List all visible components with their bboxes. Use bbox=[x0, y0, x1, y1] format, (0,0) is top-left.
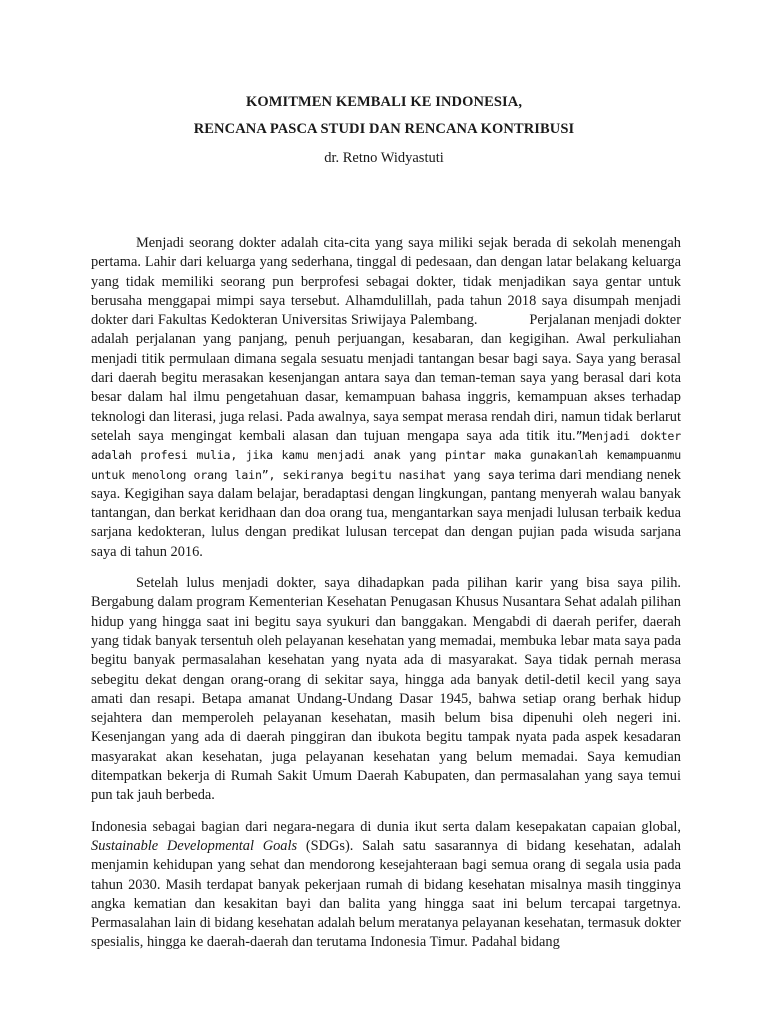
grandmother-quote: ”Menjadi dokter adalah profesi mulia, jika kamu menjadi anak yang pintar maka gunakanlah kemampuanmu untuk menolong orang lain”, sekiranya begitu nasihat yang saya bbox=[91, 428, 681, 482]
document-title-line2: RENCANA PASCA STUDI DAN RENCANA KONTRIBUSI bbox=[193, 121, 575, 137]
document-body bbox=[91, 234, 681, 953]
sdgs-term: Sustainable Developmental Goals bbox=[91, 837, 298, 854]
paragraph-3-text-b: (SDGs). Salah satu sasarannya di bidang kesehatan, adalah menjamin kehidupan yang sehat dan mendorong kesejahteraan bagi semua orang di segala usia pada tahun 2030. Masih terdapat banyak pekerjaan rumah di bidang kesehatan misalnya masih tingginya angka kematian dan kesakitan bayi dan balita yang hingga saat ini belum tercapai targetnya. Permasalahan lain di bidang kesehatan adalah belum meratanya pelayanan kesehatan, termasuk dokter spesialis, hingga ke daerah-daerah dan terutama Indonesia Timur. Padahal bidang bbox=[91, 837, 681, 951]
paragraph-1-text-c: terima dari mendiang nenek saya. Kegigihan saya dalam belajar, beradaptasi dengan lingkungan, pantang menyerah walau banyak tantangan, dan berkat keridhaan dan doa orang tua, mengantarkan saya menjadi lulusan terbaik kedua sarjana kedokteran, lulus dengan predikat lulusan tercepat dan dengan pujian pada wisuda sarjana saya di tahun 2016. bbox=[91, 466, 681, 560]
paragraph-1 bbox=[91, 234, 681, 562]
paragraph-3-text-a: Indonesia sebagai bagian dari negara-negara di dunia ikut serta dalam kesepakatan capaian global, bbox=[91, 818, 681, 835]
paragraph-3 bbox=[91, 818, 681, 953]
document-title-line1: KOMITMEN KEMBALI KE INDONESIA, bbox=[245, 94, 523, 110]
document-author: dr. Retno Widyastuti bbox=[324, 150, 444, 166]
paragraph-1-text-a: Menjadi seorang dokter adalah cita-cita yang saya miliki sejak berada di sekolah menengah pertama. Lahir dari keluarga yang sederhana, tinggal di pedesaan, dan dengan latar belakang keluarga yang tidak memiliki seorang pun berprofesi sebagai dokter, tidak menjadikan saya gentar untuk berusaha menggapai mimpi saya tersebut. Alhamdulillah, pada tahun 2018 saya disumpah menjadi dokter dari Fakultas Kedokteran Universitas Sriwijaya Palembang. bbox=[91, 235, 681, 329]
paragraph-2: Setelah lulus menjadi dokter, saya dihadapkan pada pilihan karir yang bisa saya pilih. Bergabung dalam program Kementerian Kesehatan Penugasan Khusus Nusantara Sehat adalah pilihan hidup yang hingga saat ini begitu saya syukuri dan banggakan. Mengabdi di daerah perifer, daerah yang tidak banyak tersentuh oleh pelayanan kesehatan yang memadai, membuka lebar mata saya pada begitu banyak permasalahan kesehatan yang nyata ada di masyarakat. Saya tidak pernah merasa sebegitu dekat dengan orang-orang di sekitar saya, hingga ada banyak detil-detil kecil yang saya amati dan resapi. Betapa amanat Undang-Undang Dasar 1945, bahwa setiap orang berhak hidup sejahtera dan memperoleh pelayanan kesehatan, masih belum bisa dipenuhi oleh negeri ini. Kesenjangan yang ada di daerah pinggiran dan ibukota begitu tampak nyata pada aspek kesadaran masyarakat akan kesehatan, juga pelayanan kesehatan yang belum memadai. Saya kemudian ditempatkan bekerja di Rumah Sakit Umum Daerah Kabupaten, dan permasalahan yang saya temui pun tak jauh berbeda. bbox=[91, 575, 681, 804]
paragraph-1-text-b: Perjalanan menjadi dokter adalah perjalanan yang panjang, penuh perjuangan, kesabaran, dan kegigihan. Awal perkuliahan menjadi titik permulaan dimana segala sesuatu menjadi tantangan besar bagi saya. Saya yang berasal dari daerah begitu merasakan kesenjangan antara saya dan teman-teman saya yang berasal dari kota besar dalam hal ilmu pengetahuan dasar, kemampuan bahasa inggris, kemampuan akses terhadap teknologi dan literasi, juga relasi. Pada awalnya, saya sempat merasa rendah diri, namun tidak berlarut setelah saya mengingat kembali alasan dan tujuan mengapa saya ada titik itu. bbox=[91, 312, 681, 444]
